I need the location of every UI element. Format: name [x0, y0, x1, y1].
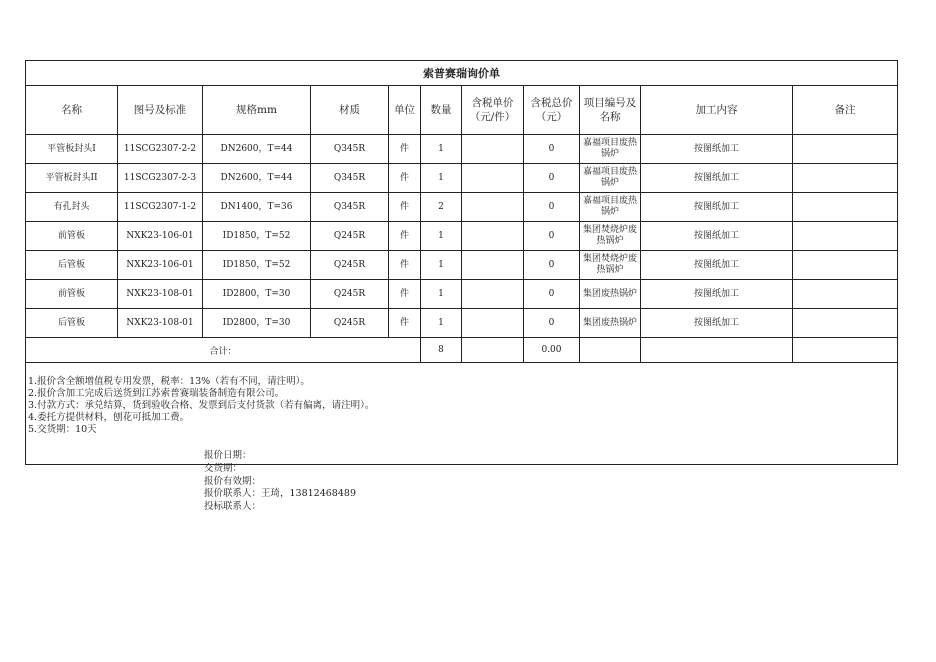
item-project: 集团废热锅炉: [580, 280, 641, 309]
item-name: 平管板封头I: [26, 135, 118, 164]
item-material: Q245R: [311, 222, 389, 251]
total-row: [26, 338, 898, 363]
item-material: Q345R: [311, 135, 389, 164]
item-qty: 1: [421, 222, 462, 251]
item-drawing: 11SCG2307-2-3: [118, 164, 203, 193]
item-name: 有孔封头: [26, 193, 118, 222]
table-row: [26, 135, 898, 164]
item-material: Q345R: [311, 193, 389, 222]
table-row: [26, 280, 898, 309]
item-name: 后管板: [26, 309, 118, 338]
item-process: 按图纸加工: [641, 280, 793, 309]
item-remark[interactable]: [793, 222, 898, 251]
total-unit-price-cell[interactable]: [462, 338, 524, 363]
item-process: 按图纸加工: [641, 164, 793, 193]
note-line: 4.委托方提供材料，刨花可抵加工费。: [28, 412, 190, 423]
sheet-title: 索普赛瑞询价单: [26, 61, 898, 86]
item-total: 0: [524, 251, 580, 280]
item-drawing: NXK23-108-01: [118, 280, 203, 309]
total-label: 合计：: [26, 338, 421, 363]
item-project: 嘉福项目废热锅炉: [580, 164, 641, 193]
notes-cell: [26, 363, 898, 465]
item-process: 按图纸加工: [641, 135, 793, 164]
total-process-cell: [641, 338, 793, 363]
table-row: [26, 164, 898, 193]
note-line: 3.付款方式：承兑结算，货到验收合格、发票到后支付货款（若有偏离，请注明）。: [28, 400, 375, 411]
item-total: 0: [524, 280, 580, 309]
col-header-material: 材质: [311, 86, 389, 135]
item-process: 按图纸加工: [641, 309, 793, 338]
item-unit: 件: [389, 251, 421, 280]
item-unit: 件: [389, 309, 421, 338]
quote-contact: 报价联系人：王琦，13812468489: [204, 488, 356, 500]
note-line: 5.交货期：10天: [28, 424, 97, 435]
item-process: 按图纸加工: [641, 251, 793, 280]
item-project: 嘉福项目废热锅炉: [580, 135, 641, 164]
item-unit-price[interactable]: [462, 309, 524, 338]
item-name: 后管板: [26, 251, 118, 280]
item-name: 平管板封头II: [26, 164, 118, 193]
note-line: 2.报价含加工完成后送货到江苏索普赛瑞装备制造有限公司。: [28, 388, 285, 399]
item-unit: 件: [389, 222, 421, 251]
item-name: 前管板: [26, 222, 118, 251]
total-qty: 8: [421, 338, 462, 363]
item-unit-price[interactable]: [462, 164, 524, 193]
item-drawing: NXK23-106-01: [118, 251, 203, 280]
item-spec: DN2600，T=44: [203, 164, 311, 193]
item-spec: ID1850，T=52: [203, 251, 311, 280]
item-drawing: NXK23-108-01: [118, 309, 203, 338]
item-material: Q245R: [311, 251, 389, 280]
item-qty: 1: [421, 309, 462, 338]
item-unit-price[interactable]: [462, 280, 524, 309]
item-drawing: NXK23-106-01: [118, 222, 203, 251]
item-unit: 件: [389, 164, 421, 193]
col-header-total: 含税总价（元）: [524, 86, 580, 135]
quote-date-label: 报价日期：: [204, 450, 252, 461]
item-total: 0: [524, 222, 580, 251]
col-header-project: 项目编号及名称: [580, 86, 641, 135]
bid-contact-label: 投标联系人：: [204, 501, 262, 513]
col-header-drawing: 图号及标准: [118, 86, 203, 135]
item-remark[interactable]: [793, 309, 898, 338]
item-remark[interactable]: [793, 280, 898, 309]
item-unit-price[interactable]: [462, 222, 524, 251]
item-total: 0: [524, 164, 580, 193]
item-spec: ID2800，T=30: [203, 280, 311, 309]
item-total: 0: [524, 193, 580, 222]
item-drawing: 11SCG2307-1-2: [118, 193, 203, 222]
note-line: 1.报价含全额增值税专用发票，税率：13%（若有不同，请注明）。: [28, 376, 310, 387]
item-remark[interactable]: [793, 251, 898, 280]
table-row: [26, 222, 898, 251]
delivery-label: 交货期：: [204, 462, 243, 474]
item-project: 嘉福项目废热锅炉: [580, 193, 641, 222]
table-row: [26, 193, 898, 222]
quotation-table: [25, 60, 898, 465]
item-unit: 件: [389, 280, 421, 309]
item-unit: 件: [389, 193, 421, 222]
item-project: 集团焚烧炉废热锅炉: [580, 222, 641, 251]
item-qty: 1: [421, 251, 462, 280]
item-remark[interactable]: [793, 135, 898, 164]
item-name: 前管板: [26, 280, 118, 309]
item-unit-price[interactable]: [462, 193, 524, 222]
total-remark-cell: [793, 338, 898, 363]
item-material: Q345R: [311, 164, 389, 193]
col-header-unit-price: 含税单价（元/件）: [462, 86, 524, 135]
item-qty: 1: [421, 280, 462, 309]
col-header-name: 名称: [26, 86, 118, 135]
item-remark[interactable]: [793, 164, 898, 193]
item-unit: 件: [389, 135, 421, 164]
item-spec: ID1850，T=52: [203, 222, 311, 251]
item-qty: 1: [421, 164, 462, 193]
total-project-cell: [580, 338, 641, 363]
header-row: [26, 86, 898, 135]
validity-label: 报价有效期：: [204, 475, 262, 487]
item-drawing: 11SCG2307-2-2: [118, 135, 203, 164]
item-spec: DN1400，T=36: [203, 193, 311, 222]
item-material: Q245R: [311, 309, 389, 338]
item-qty: 2: [421, 193, 462, 222]
item-total: 0: [524, 135, 580, 164]
quotation-sheet: [25, 60, 897, 465]
item-material: Q245R: [311, 280, 389, 309]
table-row: [26, 309, 898, 338]
item-process: 按图纸加工: [641, 193, 793, 222]
item-project: 集团焚烧炉废热锅炉: [580, 251, 641, 280]
item-unit-price[interactable]: [462, 251, 524, 280]
col-header-process: 加工内容: [641, 86, 793, 135]
item-spec: DN2600，T=44: [203, 135, 311, 164]
col-header-qty: 数量: [421, 86, 462, 135]
item-qty: 1: [421, 135, 462, 164]
item-unit-price[interactable]: [462, 135, 524, 164]
col-header-spec: 规格mm: [203, 86, 311, 135]
col-header-remark: 备注: [793, 86, 898, 135]
col-header-unit: 单位: [389, 86, 421, 135]
total-amount: 0.00: [524, 338, 580, 363]
table-row: [26, 251, 898, 280]
item-project: 集团废热锅炉: [580, 309, 641, 338]
item-total: 0: [524, 309, 580, 338]
item-remark[interactable]: [793, 193, 898, 222]
quote-footer: [204, 450, 356, 514]
item-process: 按图纸加工: [641, 222, 793, 251]
item-spec: ID2800，T=30: [203, 309, 311, 338]
